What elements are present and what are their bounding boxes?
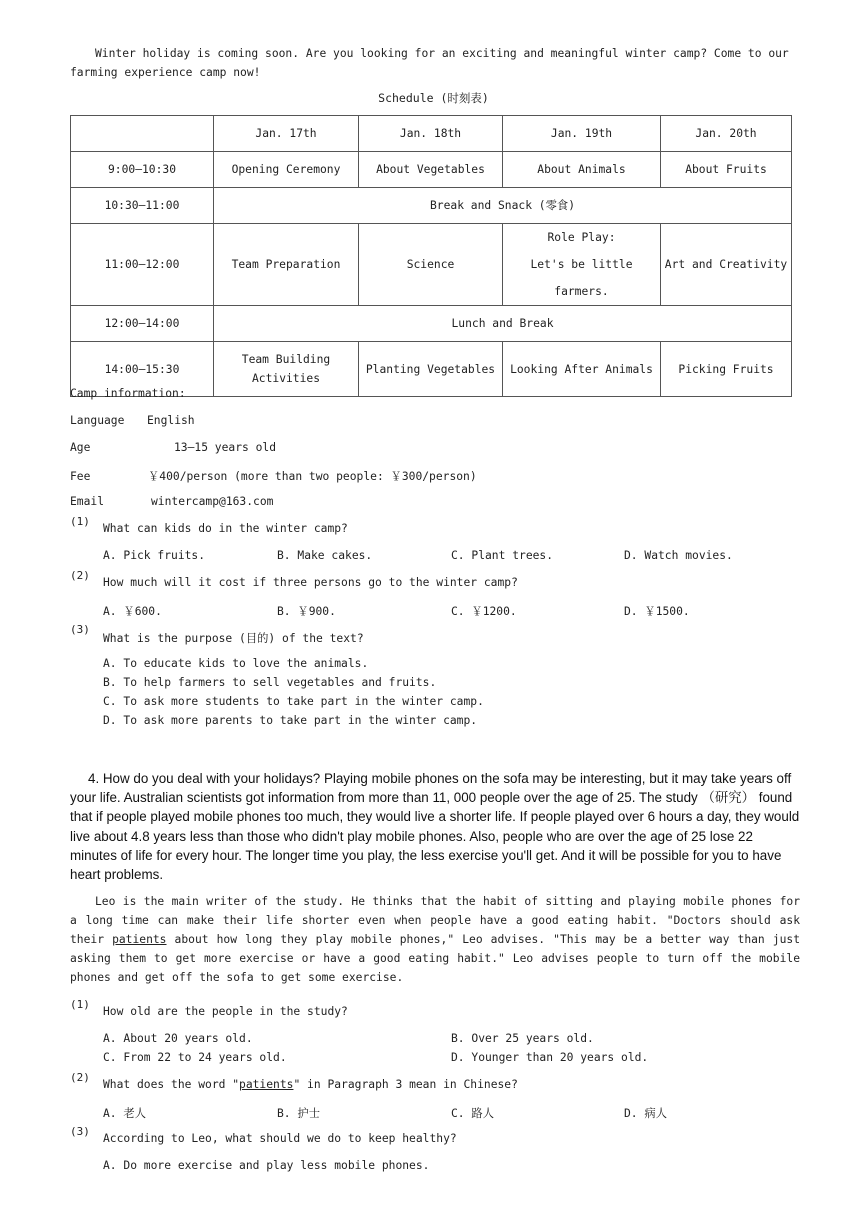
activity-cell: Team Preparation [214,224,359,306]
info-language [70,414,195,427]
option: C. From 22 to 24 years old. [103,1051,287,1064]
option: A. Do more exercise and play less mobile phones. [103,1159,430,1172]
info-email [70,495,273,508]
role-play-line1: Role Play: [547,231,616,244]
info-age [70,441,276,454]
info-label: Language [70,414,125,427]
passage-text: about how long they play mobile phones," Leo advises. "This may be a better way than just asking them to get more exercise or have a good eating habit." Leo advises people to turn off the mobile phones and get off the sofa to get some exercise. [70,933,800,984]
activity-cell: About Vegetables [359,152,503,188]
option: D. 病人 [624,1107,667,1120]
activity-cell: About Fruits [661,152,792,188]
schedule-table [70,115,792,397]
underlined-word: patients [112,933,167,946]
question-number: (1) [70,998,90,1011]
passage-4 [70,769,800,884]
question-text-part: What does the word " [103,1078,240,1091]
passage-4-text: 4. How do you deal with your holidays? Playing mobile phones on the sofa may be interesting, but it may take years off your life. Australian scientists got information from more than 11, 000 people over the age of 25. The study （研究） found that if people played mobile phones too much, they would live a shorter life. If people played over 6 hours a day, they would live about 4.8 years less than those who didn't play mobile phones. Also, people who are over the age of 25 lose 22 minutes of life for every hour. The longer time you play, the less exercise you'll get. And it will be possible for you to have heart problems. [70,771,800,883]
info-value: English [147,414,195,427]
option: D. ￥1500. [624,605,690,618]
schedule-header-row [71,116,792,152]
question-text-part: " in Paragraph 3 mean in Chinese? [293,1078,518,1091]
time-cell: 14:00—15:30 [71,342,214,397]
corner-cell [71,116,214,152]
activity-cell [214,342,359,397]
passage-text: Leo is the main writer of the study. He thinks that the habit of sitting and playing mobile phones for a long time can make their life shorter even when people have a good eating habit. "Doctors should ask their [70,895,800,946]
schedule-row [71,224,792,306]
option: C. Plant trees. [451,549,554,562]
info-label: Fee [70,470,91,483]
question-text: How much will it cost if three persons go to the winter camp? [103,576,518,589]
activity-cell [503,224,661,306]
date-cell: Jan. 19th [503,116,661,152]
schedule-row [71,152,792,188]
activity-cell: Planting Vegetables [359,342,503,397]
option: C. ￥1200. [451,605,517,618]
activity-cell: Picking Fruits [661,342,792,397]
option: A. To educate kids to love the animals. [103,657,369,670]
date-cell: Jan. 18th [359,116,503,152]
option: A. ￥600. [103,605,162,618]
underlined-word: patients [239,1078,294,1091]
team-line1: Team Building [241,353,331,366]
info-label: Email [70,495,105,508]
date-cell: Jan. 20th [661,116,792,152]
info-fee [70,468,477,484]
question-number: (2) [70,569,90,582]
time-cell: 11:00—12:00 [71,224,214,306]
activity-cell: About Animals [503,152,661,188]
question-text: According to Leo, what should we do to keep healthy? [103,1132,457,1145]
team-line2: Activities [251,372,320,385]
option: D. To ask more parents to take part in the winter camp. [103,714,478,727]
date-cell: Jan. 17th [214,116,359,152]
info-label: Age [70,441,91,454]
option: B. Over 25 years old. [451,1032,594,1045]
option: B. 护士 [277,1107,320,1120]
activity-cell: Looking After Animals [503,342,661,397]
schedule-row [71,306,792,342]
time-cell: 9:00—10:30 [71,152,214,188]
question-text [103,1078,518,1091]
question-text: How old are the people in the study? [103,1005,348,1018]
question-text: What is the purpose (目的) of the text? [103,632,364,645]
role-play-line2: Let's be little farmers. [530,258,633,298]
option: C. 路人 [451,1107,494,1120]
info-value: wintercamp@163.com [151,495,274,508]
question-number: (1) [70,515,90,528]
question-number: (2) [70,1071,90,1084]
option: A. 老人 [103,1107,146,1120]
intro-paragraph: Winter holiday is coming soon. Are you looking for an exciting and meaningful winter camp? Come to our farming experience camp now! [70,47,789,79]
option: B. ￥900. [277,605,336,618]
option: B. To help farmers to sell vegetables and fruits. [103,676,437,689]
activity-cell: Opening Ceremony [214,152,359,188]
option: B. Make cakes. [277,549,373,562]
time-cell: 10:30—11:00 [71,188,214,224]
time-cell: 12:00—14:00 [71,306,214,342]
question-number: (3) [70,623,90,636]
info-value: ￥400/person (more than two people: ￥300/person) [148,470,477,483]
schedule-title: Schedule (时刻表) [378,91,489,105]
option: C. To ask more students to take part in the winter camp. [103,695,484,708]
option: D. Watch movies. [624,549,733,562]
camp-info-heading: Camp information: [70,387,186,400]
option: A. About 20 years old. [103,1032,253,1045]
question-text: What can kids do in the winter camp? [103,522,348,535]
question-number: (3) [70,1125,90,1138]
span-activity-cell: Break and Snack (零食) [214,188,792,224]
activity-cell: Art and Creativity [661,224,792,306]
info-value: 13—15 years old [174,441,277,454]
option: A. Pick fruits. [103,549,206,562]
span-activity-cell: Lunch and Break [214,306,792,342]
schedule-row [71,188,792,224]
option: D. Younger than 20 years old. [451,1051,649,1064]
activity-cell: Science [359,224,503,306]
passage-4-paragraph-2 [70,892,800,987]
